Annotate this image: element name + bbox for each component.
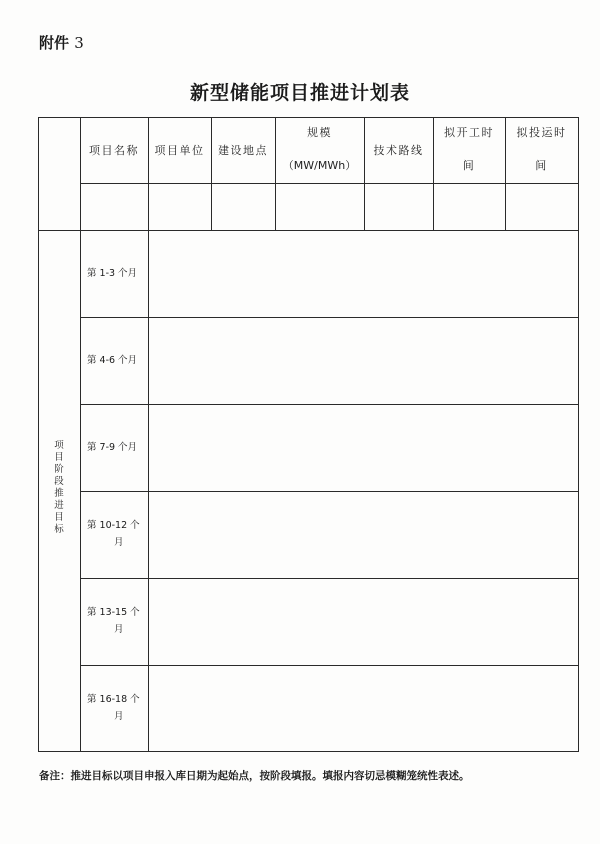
stage-label-3 xyxy=(80,439,148,456)
side-label-char: 目 xyxy=(54,512,64,523)
stage-label-line: 月 xyxy=(114,537,124,548)
attachment-prefix: 附件 xyxy=(39,34,70,52)
header-start-time-cont: 间 xyxy=(462,159,476,172)
side-label-char: 标 xyxy=(54,524,64,535)
side-label-char: 目 xyxy=(54,452,64,463)
stage-label-line: 月 xyxy=(114,711,124,722)
stage-label-6 xyxy=(80,691,148,725)
page-title: 新型储能项目推进计划表 xyxy=(189,82,410,104)
side-label-char: 段 xyxy=(54,476,64,487)
header-scale-unit: （MW/MWh） xyxy=(282,159,357,172)
stage-label-4 xyxy=(80,517,148,551)
header-tech-route: 技术路线 xyxy=(373,144,424,157)
side-label-char: 进 xyxy=(54,500,64,511)
stage-label-line: 第 7-9 个月 xyxy=(87,442,138,453)
stage-label-5 xyxy=(80,604,148,638)
stage-label-1 xyxy=(80,265,148,282)
stage-label-2 xyxy=(80,352,148,369)
header-operation-time: 拟投运时 xyxy=(516,126,567,139)
header-start-time: 拟开工时 xyxy=(444,126,494,139)
header-operation-time-cont: 间 xyxy=(535,159,548,172)
footnote: 备注：推进目标以项目申报入库日期为起始点，按阶段填报。填报内容切忌模糊笼统性表述。 xyxy=(39,770,470,782)
stage-label-line: 第 13-15 个 xyxy=(87,607,140,618)
stage-label-line: 第 16-18 个 xyxy=(87,694,140,705)
stage-label-line: 第 4-6 个月 xyxy=(87,355,138,366)
side-label-char: 项 xyxy=(54,440,64,451)
header-project-name: 项目名称 xyxy=(89,144,139,157)
header-project-unit: 项目单位 xyxy=(154,144,205,157)
side-label-stage-goals xyxy=(52,440,66,536)
stage-label-line: 月 xyxy=(114,624,124,635)
header-location: 建设地点 xyxy=(218,144,268,157)
stage-label-line: 第 1-3 个月 xyxy=(87,268,138,279)
side-label-char: 推 xyxy=(54,488,64,499)
stage-label-line: 第 10-12 个 xyxy=(87,520,140,531)
side-label-char: 阶 xyxy=(54,464,64,475)
attachment-number: 3 xyxy=(74,34,84,52)
header-scale: 规模 xyxy=(307,126,332,139)
